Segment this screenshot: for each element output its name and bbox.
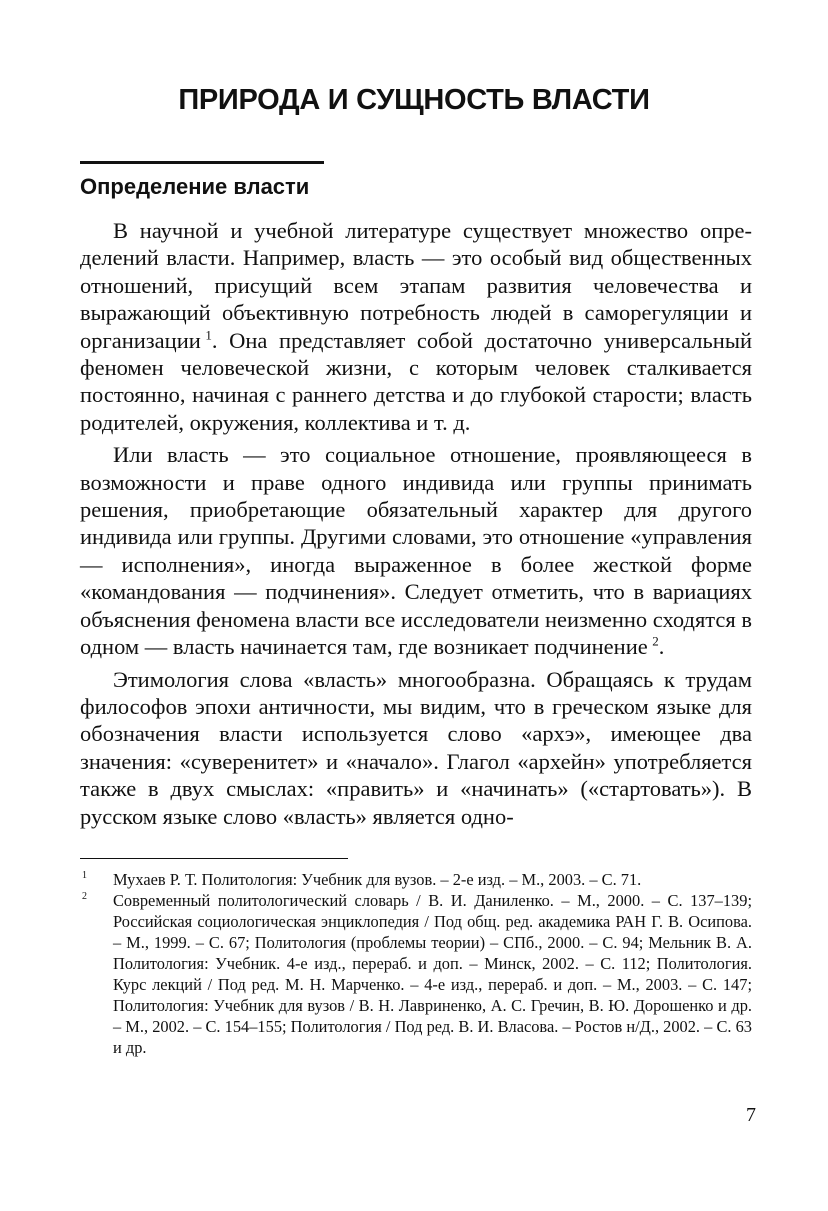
- page-number: 7: [746, 1104, 756, 1126]
- paragraph: [80, 666, 752, 830]
- paragraph-text: Этимология слова «власть» многообразна. Обращаясь к трудам философов эпохи античности, мы видим, что в греческом языке для обозначения власти используется слово «архэ», имеющее два значения: «суверенитет» и «начало». Глагол «архейн» употребляется также в двух смыслах: «править» и «начинать» («стартовать»). В русском языке слово «власть» является одно-: [80, 666, 752, 829]
- footnote-reference: 1: [205, 327, 212, 343]
- page-title: ПРИРОДА И СУЩНОСТЬ ВЛАСТИ: [178, 84, 650, 116]
- footnote-reference: 2: [652, 633, 659, 649]
- footnote: [80, 890, 752, 1058]
- section-heading: Определение власти: [80, 174, 310, 199]
- paragraph: [80, 217, 752, 436]
- footnote-number: 2: [82, 891, 87, 902]
- footnotes: [80, 869, 752, 1058]
- paragraph-text: . Она представляет собой достаточно универсальный феномен человеческой жизни, с которым человек сталкивается постоянно, начиная с раннего детства и до глубокой старости; власть родителей, окружения, коллектива и т. д.: [80, 327, 752, 435]
- footnote-number: 1: [82, 870, 87, 881]
- paragraph-text: Или власть — это социальное отношение, проявляющееся в возможности и праве одного индивида или группы принимать решения, приобретающие обязательный характер для другого индивида или группы. Другими словами, это отношение «управления — исполнения», иногда выраженное в более жесткой форме «командования — подчинения». Следует отметить, что в вариациях объяснения феномена власти все исследователи неизменно сходятся в одном — власть начинается там, где возникает подчинение: [80, 442, 752, 660]
- body-text: [80, 217, 752, 835]
- paragraph-text: В научной и учебной литературе существует множество определений власти. Например, власть — это особый вид общественных отношений, присущий всем этапам развития человечества и выражающий объективную потребность людей в саморегуляции и организации: [80, 218, 752, 353]
- footnote: [80, 869, 752, 890]
- footnote-text: Мухаев Р. Т. Политология: Учебник для вузов. – 2-е изд. – М., 2003. – С. 71.: [113, 870, 642, 889]
- footnote-text: Современный политологический словарь / В. И. Даниленко. – М., 2000. – С. 137–139; Российская социологическая энциклопедия / Под общ. ред. академика РАН Г. В. Осипова. – М., 1999. – С. 67; Политология (проблемы теории) – СПб., 2000. – С. 94; Мельник В. А. Политология: Учебник. 4-е изд., перераб. и доп. – Минск, 2002. – С. 112; Политология. Курс лекций / Под ред. М. Н. Марченко. – 4-е изд., перераб. и доп. – М., 2003. – С. 147; Политология: Учебник для вузов / В. Н. Лавриненко, А. С. Гречин, В. Ю. Дорошенко и др. – М., 2002. – С. 154–155; Политология / Под ред. В. И. Власова. – Ростов н/Д., 2002. – С. 63 и др.: [113, 891, 752, 1057]
- paragraph-text: .: [658, 634, 665, 660]
- section-rule: [80, 161, 324, 164]
- footnote-rule: [80, 858, 348, 859]
- paragraph: [80, 441, 752, 660]
